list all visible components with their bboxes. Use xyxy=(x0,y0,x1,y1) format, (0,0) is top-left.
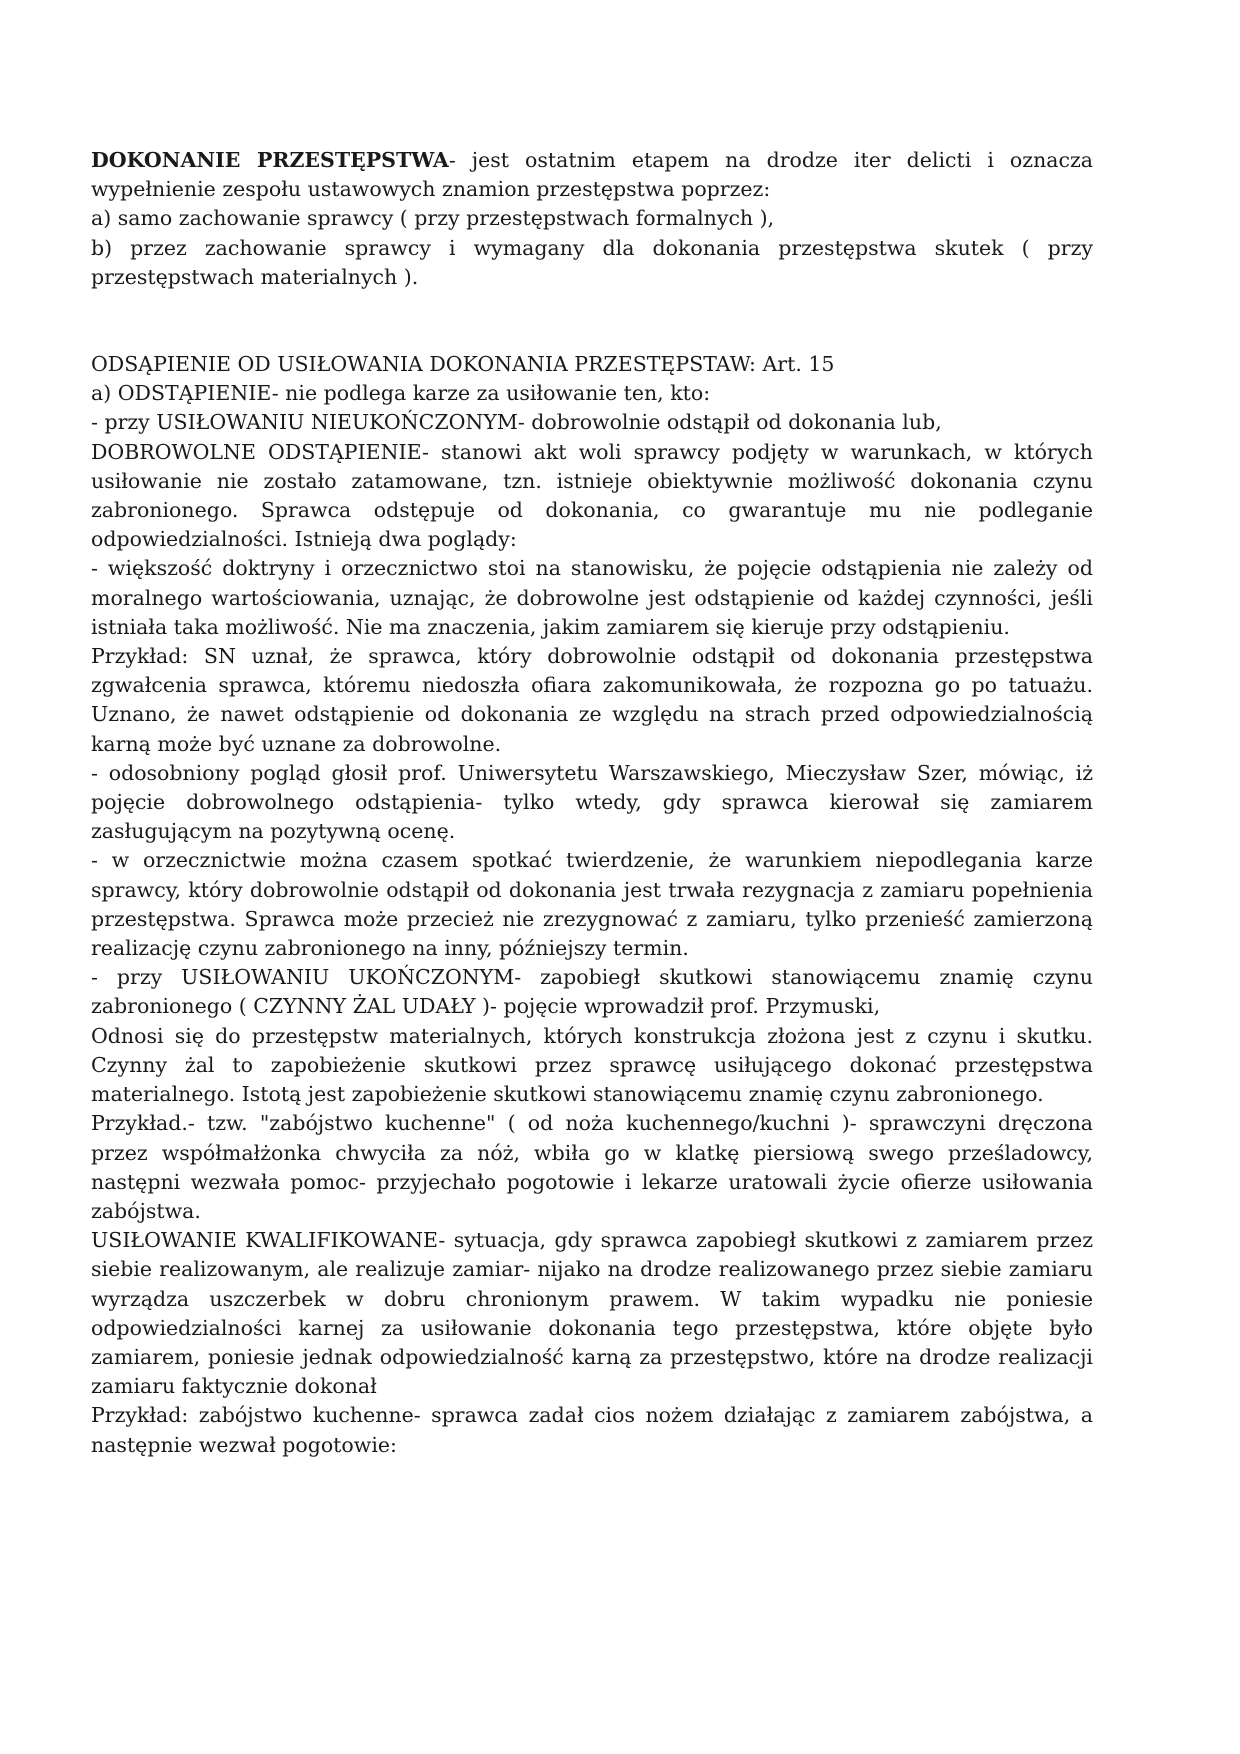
list-item-b: b) przez zachowanie sprawcy i wymagany dla dokonania przestępstwa skutek ( przy przestępstwach materialnych ). xyxy=(91,235,1093,289)
paragraph: - przy USIŁOWANIU UKOŃCZONYM- zapobiegł skutkowi stanowiącemu znamię czynu zabronionego ( CZYNNY ŻAL UDAŁY )- pojęcie wprowadził prof. Przymuski, xyxy=(91,965,1093,1019)
paragraph: Odnosi się do przestępstw materialnych, których konstrukcja złożona jest z czynu i skutku. Czynny żal to zapobieżenie skutkowi przez sprawcę usiłującego dokonać przestępstwa materialnego. Istotą jest zapobieżenie skutkowi stanowiącemu znamię czynu zabronionego. xyxy=(91,1023,1093,1107)
paragraph: - przy USIŁOWANIU NIEUKOŃCZONYM- dobrowolnie odstąpił od dokonania lub, xyxy=(91,410,942,435)
paragraph: Przykład: zabójstwo kuchenne- sprawca zadał cios nożem działając z zamiarem zabójstwa, a następnie wezwał pogotowie: xyxy=(91,1403,1093,1457)
paragraph: - w orzecznictwie można czasem spotkać twierdzenie, że warunkiem niepodlegania karze sprawcy, który dobrowolnie odstąpił od dokonania jest trwała rezygnacja z zamiaru popełnienia przestępstwa. Sprawca może przecież nie zrezygnować z zamiaru, tylko przenieść zamierzoną realizację czynu zabronionego na inny, późniejszy termin. xyxy=(91,848,1093,961)
paragraph: Przykład.- tzw. "zabójstwo kuchenne" ( od noża kuchennego/kuchni )- sprawczyni dręczona przez współmałżonka chwyciła za nóż, wbiła go w klatkę piersiową swego prześladowcy, następni wezwała pomoc- przyjechało pogotowie i lekarze uratowali życie ofierze usiłowania zabójstwa. xyxy=(91,1111,1093,1223)
definition-text: - jest ostatnim etapem na drodze iter delicti i oznacza wypełnienie zespołu ustawowych znamion przestępstwa poprzez: xyxy=(91,148,1094,202)
paragraph: DOBROWOLNE ODSTĄPIENIE- stanowi akt woli sprawcy podjęty w warunkach, w których usiłowanie nie zostało zatamowane, tzn. istnieje obiektywnie możliwość dokonania czynu zabronionego. Sprawca odstępuje od dokonania, co gwarantuje mu nie podleganie odpowiedzialności. Istnieją dwa poglądy: xyxy=(91,439,1093,552)
paragraph: - większość doktryny i orzecznictwo stoi na stanowisku, że pojęcie odstąpienia nie zależy od moralnego wartościowania, uznając, że dobrowolne jest odstąpienie od każdej czynności, jeśli istniała taka możliwość. Nie ma znaczenia, jakim zamiarem się kieruje przy odstąpieniu. xyxy=(91,556,1093,639)
list-item-a: a) samo zachowanie sprawcy ( przy przestępstwach formalnych ), xyxy=(91,206,775,231)
definition-term: DOKONANIE PRZESTĘPSTWA xyxy=(91,148,449,172)
section-heading: ODSĄPIENIE OD USIŁOWANIA DOKONANIA PRZESTĘPSTAW: Art. 15 xyxy=(91,352,835,377)
paragraph: USIŁOWANIE KWALIFIKOWANE- sytuacja, gdy sprawca zapobiegł skutkowi z zamiarem przez siebie realizowanym, ale realizuje zamiar- nijako na drodze realizowanego przez siebie zamiaru wyrządza uszczerbek w dobru chronionym prawem. W takim wypadku nie poniesie odpowiedzialności karnej za usiłowanie dokonania tego przestępstwa, które objęte było zamiarem, poniesie jednak odpowiedzialność karną za przestępstwo, które na drodze realizacji zamiaru faktycznie dokonał xyxy=(91,1228,1093,1399)
definition-paragraph xyxy=(91,146,1093,204)
document-page xyxy=(91,146,1093,1460)
paragraph: a) ODSTĄPIENIE- nie podlega karze za usiłowanie ten, kto: xyxy=(91,381,711,406)
paragraph: - odosobniony pogląd głosił prof. Uniwersytetu Warszawskiego, Mieczysław Szer, mówiąc, iż pojęcie dobrowolnego odstąpienia- tylko wtedy, gdy sprawca kierował się zamiarem zasługującym na pozytywną ocenę. xyxy=(91,760,1093,844)
paragraph: Przykład: SN uznał, że sprawca, który dobrowolnie odstąpił od dokonania przestępstwa zgwałcenia sprawca, któremu niedoszła ofiara zakomunikowała, że rozpozna go po tatuażu. Uznano, że nawet odstąpienie od dokonania ze względu na strach przed odpowiedzialnością karną może być uznane za dobrowolne. xyxy=(91,644,1093,756)
section-spacer xyxy=(91,292,1093,350)
